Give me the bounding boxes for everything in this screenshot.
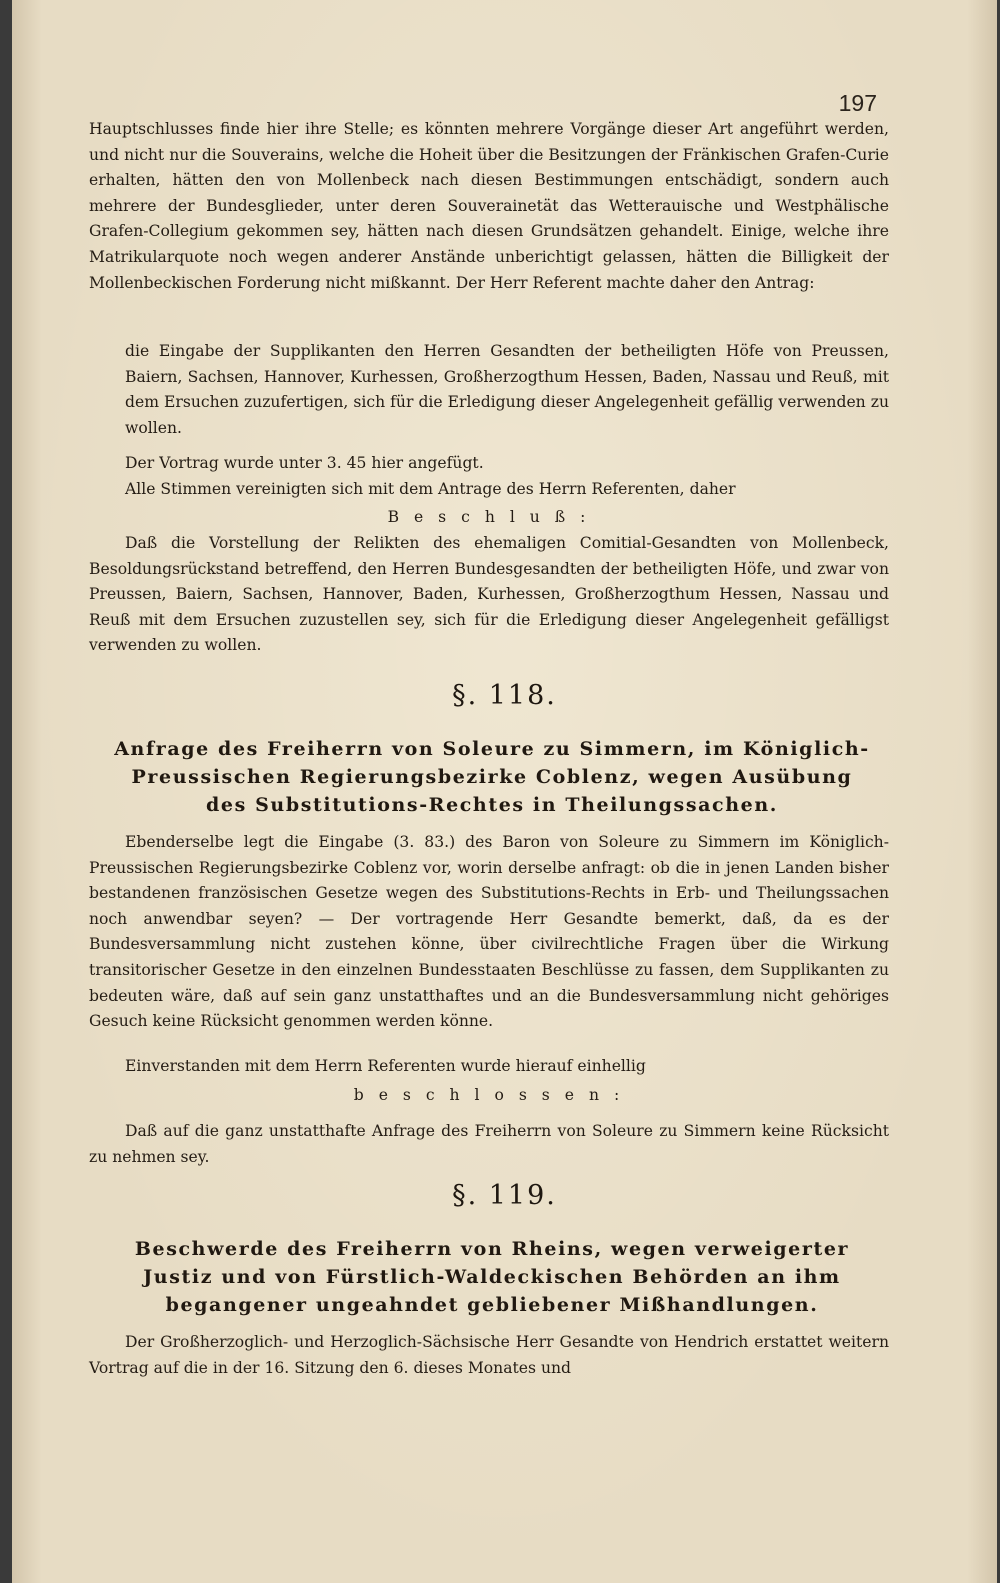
paragraph-hauptschluss: Hauptschlusses finde hier ihre Stelle; es könnten mehrere Vorgänge dieser Art angeführt werden, und nicht nur die Souverains, welche die Hoheit über die Besitzungen der Fränkischen Grafen-Curie erhalten, hätten den von Mollenbeck nach diesen Bestimmungen entschädigt, sondern auch mehrere der Bundesglieder, unter deren Souverainetät das Wetterauische und Westphälische Grafen-Collegium gekommen sey, hätten nach diesen Grundsätzen gehandelt. Einige, welche ihre Matrikularquote noch wegen anderer Anstände unberichtigt gelassen, hätten die Billigkeit der Mollenbeckischen Forderung nicht mißkannt. Der Herr Referent machte daher den Antrag: [89,120,889,292]
paragraph-einverstanden: Einverstanden mit dem Herrn Referenten wurde hierauf einhellig [125,1057,646,1075]
paragraph-beschluss-text: Daß die Vorstellung der Relikten des ehemaligen Comitial-Gesandten von Mollenbeck, Besoldungsrückstand betreffend, den Herren Bundesgesandten der betheiligten Höfe, und zwar von Preussen, Baiern, Sachsen, Hannover, Baden, Kurhessen, Großherzogthum Hessen, Nassau und Reuß mit dem Ersuchen zuzustellen sey, sich für die Erledigung dieser Angelegenheit gefälligst verwenden zu wollen. [89,534,889,655]
paragraph-anfrage-result: Daß auf die ganz unstatthafte Anfrage des Freiherrn von Soleure zu Simmern keine Rücksicht zu nehmen sey. [89,1122,889,1166]
section-118-heading: Anfrage des Freiherrn von Soleure zu Simmern, im Königlich-Preussischen Regierungsbezirke Coblenz, wegen Ausübung des Substitutions-Rechtes in Theilungssachen. [114,738,870,816]
section-119-title: §. 119. [452,1180,557,1211]
section-119-heading: Beschwerde des Freiherrn von Rheins, wegen verweigerter Justiz und von Fürstlich-Waldeckischen Behörden an ihm begangener ungeahndet gebliebener Mißhandlungen. [134,1238,850,1316]
beschluss-label: B e s c h l u ß : [387,508,591,526]
paragraph-eingabe: die Eingabe der Supplikanten den Herren Gesandten der betheiligten Höfe von Preussen, Baiern, Sachsen, Hannover, Kurhessen, Großherzogthum Hessen, Baden, Nassau und Reuß, mit dem Ersuchen zuzufertigen, sich für die Erledigung dieser Angelegenheit gefällig verwenden zu wollen. [125,342,889,437]
paragraph-hendrich: Der Großherzoglich- und Herzoglich-Sächsische Herr Gesandte von Hendrich erstattet weitern Vortrag auf die in der 16. Sitzung den 6. dieses Monates und [89,1333,889,1377]
paragraph-vortrag: Der Vortrag wurde unter 3. 45 hier angefügt. [125,454,484,472]
section-118-title: §. 118. [452,680,557,711]
paragraph-stimmen: Alle Stimmen vereinigten sich mit dem Antrage des Herrn Referenten, daher [125,480,736,498]
paragraph-soleure: Ebenderselbe legt die Eingabe (3. 83.) des Baron von Soleure zu Simmern im Königlich-Preussischen Regierungsbezirke Coblenz vor, worin derselbe anfragt: ob die in jenen Landen bisher bestandenen französischen Gesetze wegen des Substitutions-Rechts in Erb- und Theilungssachen noch anwendbar seyen? — Der vortragende Herr Gesandte bemerkt, daß, da es der Bundesversammlung nicht zustehen könne, über civilrechtliche Fragen über die Wirkung transitorischer Gesetze in den einzelnen Bundesstaaten Beschlüsse zu fassen, dem Supplikanten zu bedeuten wäre, daß auf sein ganz unstatthaftes und an die Bundesversammlung nicht gehöriges Gesuch keine Rücksicht genommen werden könne. [89,833,889,1031]
beschlossen-label: b e s c h l o s s e n : [353,1086,625,1104]
document-page [12,0,997,1583]
page-number: 197 [838,90,877,116]
